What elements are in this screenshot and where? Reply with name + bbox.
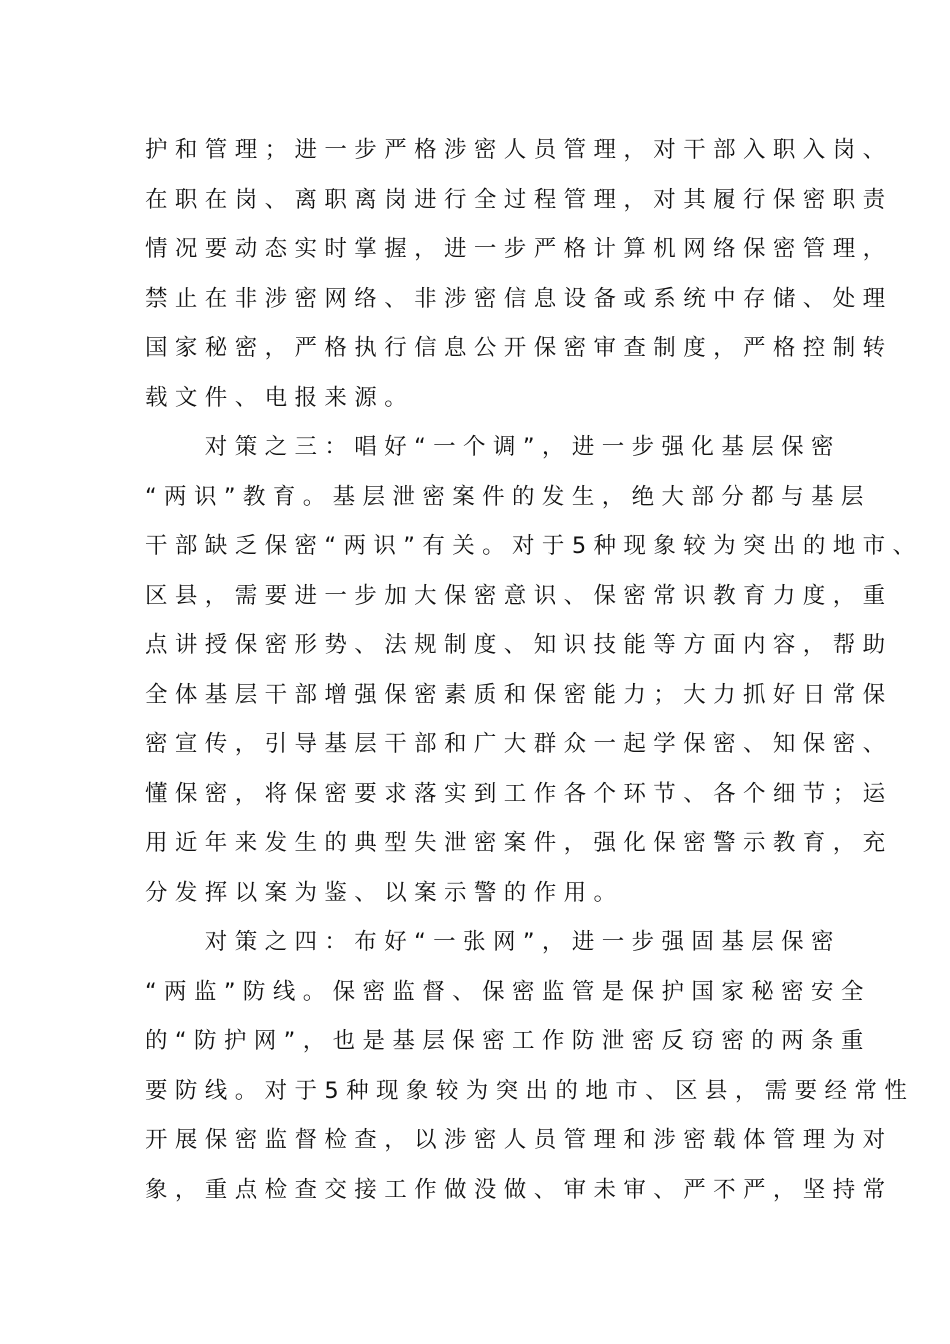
text-line: 情况要动态实时掌握，进一步严格计算机网络保密管理， <box>145 236 893 262</box>
text-line: 载文件、电报来源。 <box>145 384 415 411</box>
text-line: 国家秘密，严格执行信息公开保密审查制度，严格控制转 <box>145 335 893 361</box>
text-line: 用近年来发生的典型失泄密案件，强化保密警示教育，充 <box>145 830 893 856</box>
text-line: 在职在岗、离职离岗进行全过程管理，对其履行保密职责 <box>145 186 893 213</box>
text-line: 要防线。对于5种现象较为突出的地市、区县，需要经常性 <box>145 1077 915 1104</box>
text-line: 懂保密，将保密要求落实到工作各个环节、各个细节；运 <box>145 780 893 807</box>
text-line: 禁止在非涉密网络、非涉密信息设备或系统中存储、处理 <box>145 285 893 312</box>
text-line: 区县，需要进一步加大保密意识、保密常识教育力度，重 <box>145 582 893 609</box>
text-line: 密宣传，引导基层干部和广大群众一起学保密、知保密、 <box>145 731 893 757</box>
text-line: 对策之三：唱好“一个调”，进一步强化基层保密 <box>145 434 841 460</box>
document-body <box>145 126 923 1215</box>
text-line: 点讲授保密形势、法规制度、知识技能等方面内容，帮助 <box>145 632 893 658</box>
text-line: 开展保密监督检查，以涉密人员管理和涉密载体管理为对 <box>145 1127 893 1153</box>
text-line: 对策之四：布好“一张网”，进一步强固基层保密 <box>145 929 841 955</box>
text-line: 护和管理；进一步严格涉密人员管理，对干部入职入岗、 <box>145 137 893 163</box>
text-line: 干部缺乏保密“两识”有关。对于5种现象较为突出的地市、 <box>145 533 923 559</box>
text-line: 的“防护网”，也是基层保密工作防泄密反窃密的两条重 <box>145 1028 871 1054</box>
text-line: “两监”防线。保密监督、保密监管是保护国家秘密安全 <box>145 978 871 1005</box>
text-line: 分发挥以案为鉴、以案示警的作用。 <box>145 879 624 906</box>
text-line: “两识”教育。基层泄密案件的发生，绝大部分都与基层 <box>145 483 871 510</box>
text-line: 全体基层干部增强保密素质和保密能力；大力抓好日常保 <box>145 681 893 708</box>
text-line: 象，重点检查交接工作做没做、审未审、严不严，坚持常 <box>145 1176 893 1203</box>
